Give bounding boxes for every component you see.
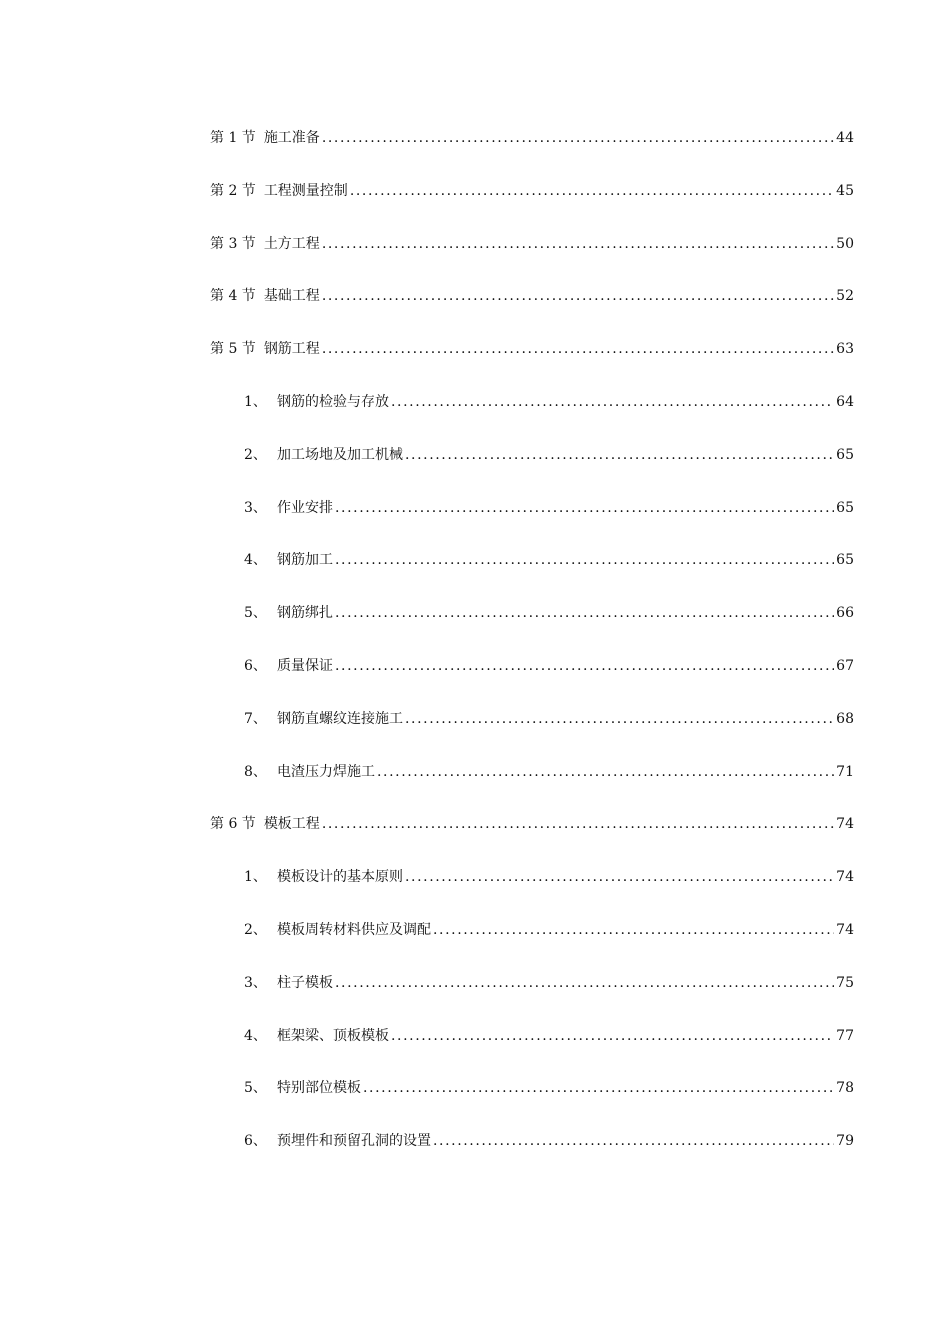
toc-entry[interactable]	[210, 1074, 854, 1127]
entry-title: 加工场地及加工机械	[277, 446, 403, 463]
page-number: 71	[836, 763, 854, 780]
item-number: 3、	[244, 974, 267, 991]
toc-entry[interactable]	[210, 124, 854, 177]
page-number: 77	[836, 1027, 854, 1044]
item-number: 1、	[244, 393, 267, 410]
entry-title: 钢筋直螺纹连接施工	[277, 710, 403, 727]
entry-title: 土方工程	[263, 235, 320, 252]
dot-leader	[322, 282, 834, 310]
item-number: 8、	[244, 763, 267, 780]
section-number: 第 5 节	[210, 341, 256, 358]
page-number: 74	[836, 921, 854, 938]
toc-entry[interactable]	[210, 810, 854, 863]
page-number: 75	[836, 974, 854, 991]
item-number: 6、	[244, 1133, 267, 1150]
entry-title: 质量保证	[277, 657, 333, 674]
item-number: 5、	[244, 605, 267, 622]
dot-leader	[335, 494, 834, 522]
entry-title: 模板周转材料供应及调配	[277, 921, 431, 938]
toc-entry[interactable]	[210, 705, 854, 758]
page-number: 79	[836, 1133, 854, 1150]
entry-title: 柱子模板	[277, 974, 333, 991]
toc-entry[interactable]	[210, 863, 854, 916]
toc-entry[interactable]	[210, 969, 854, 1022]
entry-title: 电渣压力焊施工	[277, 763, 375, 780]
page-number: 74	[836, 869, 854, 886]
item-number: 1、	[244, 869, 267, 886]
entry-title: 钢筋绑扎	[277, 605, 333, 622]
dot-leader	[350, 177, 834, 205]
item-number: 2、	[244, 921, 267, 938]
page-number: 65	[836, 499, 854, 516]
toc-entry[interactable]	[210, 494, 854, 547]
entry-title: 作业安排	[277, 499, 333, 516]
dot-leader	[335, 969, 834, 997]
entry-title: 基础工程	[263, 288, 320, 305]
toc-entry[interactable]	[210, 388, 854, 441]
page-number: 67	[836, 657, 854, 674]
page-number: 52	[836, 288, 854, 305]
section-number: 第 4 节	[210, 288, 256, 305]
dot-leader	[405, 441, 834, 469]
page-number: 63	[836, 341, 854, 358]
page-number: 64	[836, 393, 854, 410]
dot-leader	[322, 230, 834, 258]
dot-leader	[335, 652, 834, 680]
page-number: 65	[836, 552, 854, 569]
section-number: 第 3 节	[210, 235, 256, 252]
item-number: 2、	[244, 446, 267, 463]
toc-entry[interactable]	[210, 916, 854, 969]
page-number: 68	[836, 710, 854, 727]
dot-leader	[335, 599, 834, 627]
page-number: 65	[836, 446, 854, 463]
toc-entry[interactable]	[210, 177, 854, 230]
item-number: 4、	[244, 1027, 267, 1044]
section-number: 第 6 节	[210, 816, 256, 833]
item-number: 5、	[244, 1080, 267, 1097]
entry-title: 工程测量控制	[263, 182, 348, 199]
table-of-contents	[210, 124, 854, 1180]
page-number: 45	[836, 182, 854, 199]
dot-leader	[405, 863, 834, 891]
item-number: 7、	[244, 710, 267, 727]
item-number: 6、	[244, 657, 267, 674]
dot-leader	[322, 810, 834, 838]
item-number: 3、	[244, 499, 267, 516]
dot-leader	[377, 758, 834, 786]
entry-title: 模板设计的基本原则	[277, 869, 403, 886]
page-number: 78	[836, 1080, 854, 1097]
dot-leader	[363, 1074, 834, 1102]
toc-entry[interactable]	[210, 652, 854, 705]
toc-entry[interactable]	[210, 230, 854, 283]
section-number: 第 1 节	[210, 130, 256, 146]
page-number: 44	[836, 130, 854, 146]
toc-entry[interactable]	[210, 282, 854, 335]
section-number: 第 2 节	[210, 182, 256, 199]
entry-title: 模板工程	[263, 816, 320, 833]
item-number: 4、	[244, 552, 267, 569]
dot-leader	[433, 1127, 834, 1155]
dot-leader	[391, 1022, 834, 1050]
dot-leader	[391, 388, 834, 416]
dot-leader	[405, 705, 834, 733]
dot-leader	[322, 335, 834, 363]
toc-entry[interactable]	[210, 546, 854, 599]
page-number: 66	[836, 605, 854, 622]
toc-entry[interactable]	[210, 758, 854, 811]
toc-entry[interactable]	[210, 441, 854, 494]
dot-leader	[433, 916, 834, 944]
toc-entry[interactable]	[210, 1022, 854, 1075]
entry-title: 钢筋工程	[263, 341, 320, 358]
toc-entry[interactable]	[210, 335, 854, 388]
entry-title: 钢筋的检验与存放	[277, 393, 389, 410]
dot-leader	[322, 124, 834, 152]
entry-title: 钢筋加工	[277, 552, 333, 569]
entry-title: 施工准备	[263, 130, 320, 146]
page-number: 50	[836, 235, 854, 252]
page-number: 74	[836, 816, 854, 833]
toc-entry[interactable]	[210, 1127, 854, 1180]
entry-title: 预埋件和预留孔洞的设置	[277, 1133, 431, 1150]
entry-title: 框架梁、顶板模板	[277, 1027, 389, 1044]
toc-entry[interactable]	[210, 599, 854, 652]
dot-leader	[335, 546, 834, 574]
entry-title: 特别部位模板	[277, 1080, 361, 1097]
